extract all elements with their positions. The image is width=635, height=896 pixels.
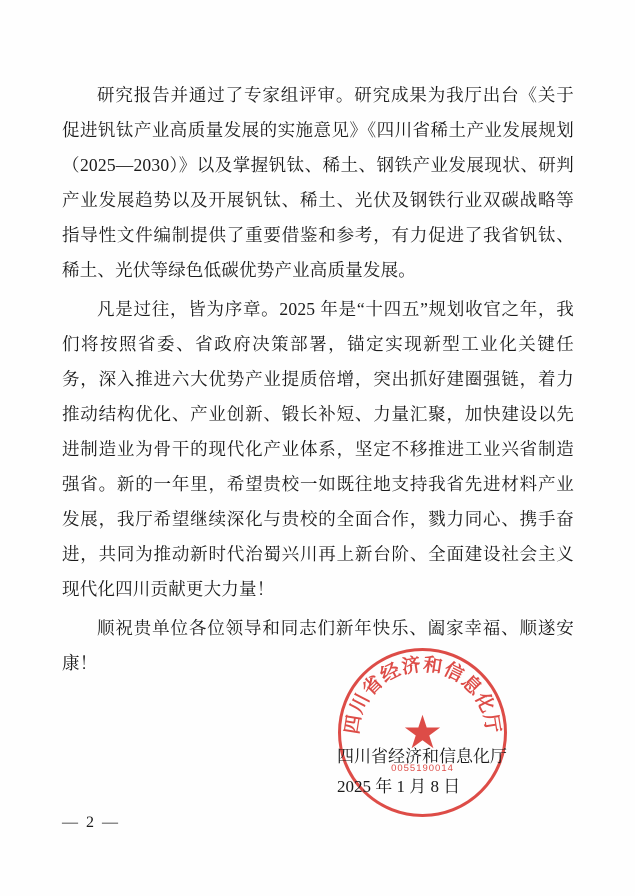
paragraph-2: 凡是过往，皆为序章。2025 年是“十四五”规划收官之年，我们将按照省委、省政府决策部署，锚定实现新型工业化关键任务，深入推进六大优势产业提质倍增，突出抓好建圈强链，着力推动结构优化、产业创新、锻长补短、力量汇聚，加快建设以先进制造业为骨干的现代化产业体系，坚定不移推进工业兴省制造强省。新的一年里，希望贵校一如既往地支持我省先进材料产业发展，我厅希望继续深化与贵校的全面合作，戮力同心、携手奋进，共同为推动新时代治蜀兴川再上新台阶、全面建设社会主义现代化四川贡献更大力量！	[62, 299, 574, 599]
star-icon: ★	[401, 706, 444, 758]
paragraph-3: 顺祝贵单位各位领导和同志们新年快乐、阖家幸福、顺遂安康！	[62, 618, 574, 673]
paragraph-1: 研究报告并通过了专家组评审。研究成果为我厅出台《关于促进钒钛产业高质量发展的实施意见》《四川省稀土产业发展规划（2025—2030）》以及掌握钒钛、稀土、钢铁产业发展现状、研判产业发展趋势以及开展钒钛、稀土、光伏及钢铁行业双碳战略等指导性文件编制提供了重要借鉴和参考，有力促进了我省钒钛、稀土、光伏等绿色低碳优势产业高质量发展。	[62, 85, 574, 280]
page-number: — 2 —	[62, 814, 120, 831]
signature-block	[323, 742, 573, 802]
signature-date: 2025 年 1 月 8 日	[337, 777, 461, 796]
seal-org-text: 四川省经济和信息化厅	[341, 654, 504, 736]
signature-organization: 四川省经济和信息化厅	[337, 747, 507, 766]
seal-code: 0055190014	[391, 763, 454, 774]
document-body	[62, 78, 574, 685]
